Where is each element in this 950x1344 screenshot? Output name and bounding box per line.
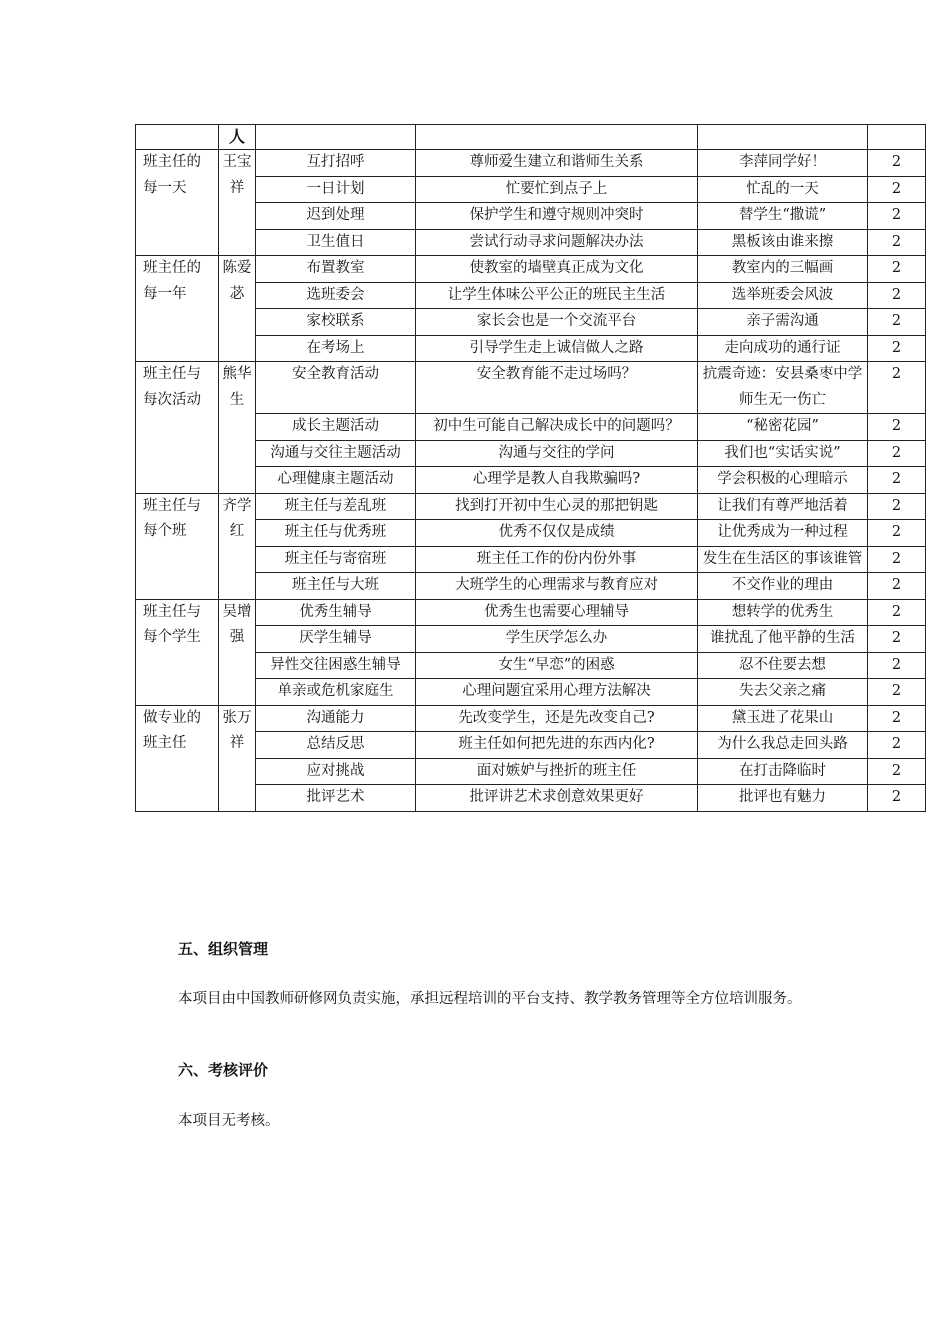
case-cell: 在打击降临时: [698, 758, 868, 785]
section-body-organization: [135, 987, 835, 1011]
header-cell-person: 人: [219, 125, 256, 150]
table-row: [136, 705, 926, 732]
topic-cell: 沟通与交往主题活动: [256, 440, 416, 467]
topic-cell: 安全教育活动: [256, 362, 416, 414]
subject-cell: 沟通与交往的学问: [416, 440, 698, 467]
case-cell: 抗震奇迹：安县桑枣中学师生无一伤亡: [698, 362, 868, 414]
subject-cell: 女生“早恋”的困惑: [416, 652, 698, 679]
hours-cell: 2: [868, 546, 926, 573]
subject-cell: 优秀不仅仅是成绩: [416, 520, 698, 547]
hours-cell: 2: [868, 679, 926, 706]
theme-cell: 班主任的每一年: [136, 256, 219, 362]
topic-cell: 选班委会: [256, 282, 416, 309]
topic-cell: 单亲或危机家庭生: [256, 679, 416, 706]
subject-cell: 让学生体味公平公正的班民主生活: [416, 282, 698, 309]
case-cell: 批评也有魅力: [698, 785, 868, 812]
topic-cell: 沟通能力: [256, 705, 416, 732]
table-row: [136, 150, 926, 177]
case-cell: 黑板该由谁来擦: [698, 229, 868, 256]
topic-cell: 布置教室: [256, 256, 416, 283]
topic-cell: 批评艺术: [256, 785, 416, 812]
section-body-assessment: [135, 1109, 835, 1133]
hours-cell: 2: [868, 599, 926, 626]
case-cell: 我们也“实话实说”: [698, 440, 868, 467]
case-cell: 让我们有尊严地活着: [698, 493, 868, 520]
subject-cell: 心理问题宜采用心理方法解决: [416, 679, 698, 706]
topic-cell: 卫生值日: [256, 229, 416, 256]
table-row: [136, 256, 926, 283]
hours-cell: 2: [868, 362, 926, 414]
subject-cell: 先改变学生，还是先改变自己?: [416, 705, 698, 732]
table-row: [136, 599, 926, 626]
topic-cell: 应对挑战: [256, 758, 416, 785]
case-cell: 谁扰乱了他平静的生活: [698, 626, 868, 653]
subject-cell: 大班学生的心理需求与教育应对: [416, 573, 698, 600]
topic-cell: 迟到处理: [256, 203, 416, 230]
hours-cell: 2: [868, 440, 926, 467]
case-cell: 替学生“撒谎”: [698, 203, 868, 230]
case-cell: 选举班委会风波: [698, 282, 868, 309]
subject-cell: 批评讲艺术求创意效果更好: [416, 785, 698, 812]
header-cell: [698, 125, 868, 150]
hours-cell: 2: [868, 520, 926, 547]
theme-cell: 班主任与每次活动: [136, 362, 219, 494]
case-cell: 黛玉进了花果山: [698, 705, 868, 732]
hours-cell: 2: [868, 785, 926, 812]
topic-cell: 一日计划: [256, 176, 416, 203]
hours-cell: 2: [868, 467, 926, 494]
hours-cell: 2: [868, 176, 926, 203]
case-cell: 为什么我总走回头路: [698, 732, 868, 759]
topic-cell: 厌学生辅导: [256, 626, 416, 653]
hours-cell: 2: [868, 203, 926, 230]
hours-cell: 2: [868, 309, 926, 336]
subject-cell: 面对嫉妒与挫折的班主任: [416, 758, 698, 785]
table-row: [136, 493, 926, 520]
topic-cell: 班主任与优秀班: [256, 520, 416, 547]
case-cell: 失去父亲之痛: [698, 679, 868, 706]
case-cell: 忙乱的一天: [698, 176, 868, 203]
theme-cell: 班主任与每个学生: [136, 599, 219, 705]
topic-cell: 异性交往困惑生辅导: [256, 652, 416, 679]
header-cell: [256, 125, 416, 150]
section-body-organization-text: 本项目由中国教师研修网负责实施，承担远程培训的平台支持、教学教务管理等全方位培训服务。: [178, 991, 802, 1007]
subject-cell: 忙要忙到点子上: [416, 176, 698, 203]
case-cell: 不交作业的理由: [698, 573, 868, 600]
case-cell: “秘密花园”: [698, 414, 868, 441]
case-cell: 想转学的优秀生: [698, 599, 868, 626]
table-header-row: [136, 125, 926, 150]
case-cell: 走向成功的通行证: [698, 335, 868, 362]
hours-cell: 2: [868, 282, 926, 309]
subject-cell: 找到打开初中生心灵的那把钥匙: [416, 493, 698, 520]
case-cell: 教室内的三幅画: [698, 256, 868, 283]
case-cell: 李萍同学好！: [698, 150, 868, 177]
topic-cell: 总结反思: [256, 732, 416, 759]
subject-cell: 初中生可能自己解决成长中的问题吗？: [416, 414, 698, 441]
course-table-body: [136, 125, 926, 812]
case-cell: 让优秀成为一种过程: [698, 520, 868, 547]
theme-cell: 班主任与每个班: [136, 493, 219, 599]
hours-cell: 2: [868, 758, 926, 785]
subject-cell: 学生厌学怎么办: [416, 626, 698, 653]
presenter-cell: 齐学红: [219, 493, 256, 599]
presenter-cell: 吴增强: [219, 599, 256, 705]
presenter-cell: 陈爱苾: [219, 256, 256, 362]
topic-cell: 心理健康主题活动: [256, 467, 416, 494]
subject-cell: 保护学生和遵守规则冲突时: [416, 203, 698, 230]
section-body-assessment-text: 本项目无考核。: [178, 1113, 280, 1129]
case-cell: 亲子需沟通: [698, 309, 868, 336]
subject-cell: 家长会也是一个交流平台: [416, 309, 698, 336]
table-row: [136, 362, 926, 414]
hours-cell: 2: [868, 256, 926, 283]
subject-cell: 尝试行动寻求问题解决办法: [416, 229, 698, 256]
hours-cell: 2: [868, 335, 926, 362]
section-heading-organization: 五、组织管理: [178, 940, 269, 958]
topic-cell: 班主任与差乱班: [256, 493, 416, 520]
course-table: [135, 124, 926, 812]
theme-cell: 班主任的每一天: [136, 150, 219, 256]
subject-cell: 班主任如何把先进的东西内化?: [416, 732, 698, 759]
hours-cell: 2: [868, 493, 926, 520]
topic-cell: 班主任与大班: [256, 573, 416, 600]
subject-cell: 引导学生走上诚信做人之路: [416, 335, 698, 362]
header-cell: [868, 125, 926, 150]
presenter-cell: 张万祥: [219, 705, 256, 811]
topic-cell: 在考场上: [256, 335, 416, 362]
case-cell: 学会积极的心理暗示: [698, 467, 868, 494]
subject-cell: 优秀生也需要心理辅导: [416, 599, 698, 626]
subject-cell: 使教室的墙壁真正成为文化: [416, 256, 698, 283]
subject-cell: 尊师爱生建立和谐师生关系: [416, 150, 698, 177]
section-heading-assessment: 六、考核评价: [178, 1061, 269, 1079]
theme-cell: 做专业的班主任: [136, 705, 219, 811]
topic-cell: 班主任与寄宿班: [256, 546, 416, 573]
presenter-cell: 熊华生: [219, 362, 256, 494]
hours-cell: 2: [868, 626, 926, 653]
header-cell: [416, 125, 698, 150]
topic-cell: 互打招呼: [256, 150, 416, 177]
hours-cell: 2: [868, 414, 926, 441]
topic-cell: 家校联系: [256, 309, 416, 336]
subject-cell: 心理学是教人自我欺骗吗?: [416, 467, 698, 494]
hours-cell: 2: [868, 705, 926, 732]
hours-cell: 2: [868, 150, 926, 177]
case-cell: 发生在生活区的事该谁管: [698, 546, 868, 573]
subject-cell: 班主任工作的份内份外事: [416, 546, 698, 573]
hours-cell: 2: [868, 573, 926, 600]
hours-cell: 2: [868, 652, 926, 679]
hours-cell: 2: [868, 732, 926, 759]
subject-cell: 安全教育能不走过场吗？: [416, 362, 698, 414]
topic-cell: 优秀生辅导: [256, 599, 416, 626]
presenter-cell: 王宝祥: [219, 150, 256, 256]
case-cell: 忍不住要去想: [698, 652, 868, 679]
hours-cell: 2: [868, 229, 926, 256]
header-cell: [136, 125, 219, 150]
topic-cell: 成长主题活动: [256, 414, 416, 441]
